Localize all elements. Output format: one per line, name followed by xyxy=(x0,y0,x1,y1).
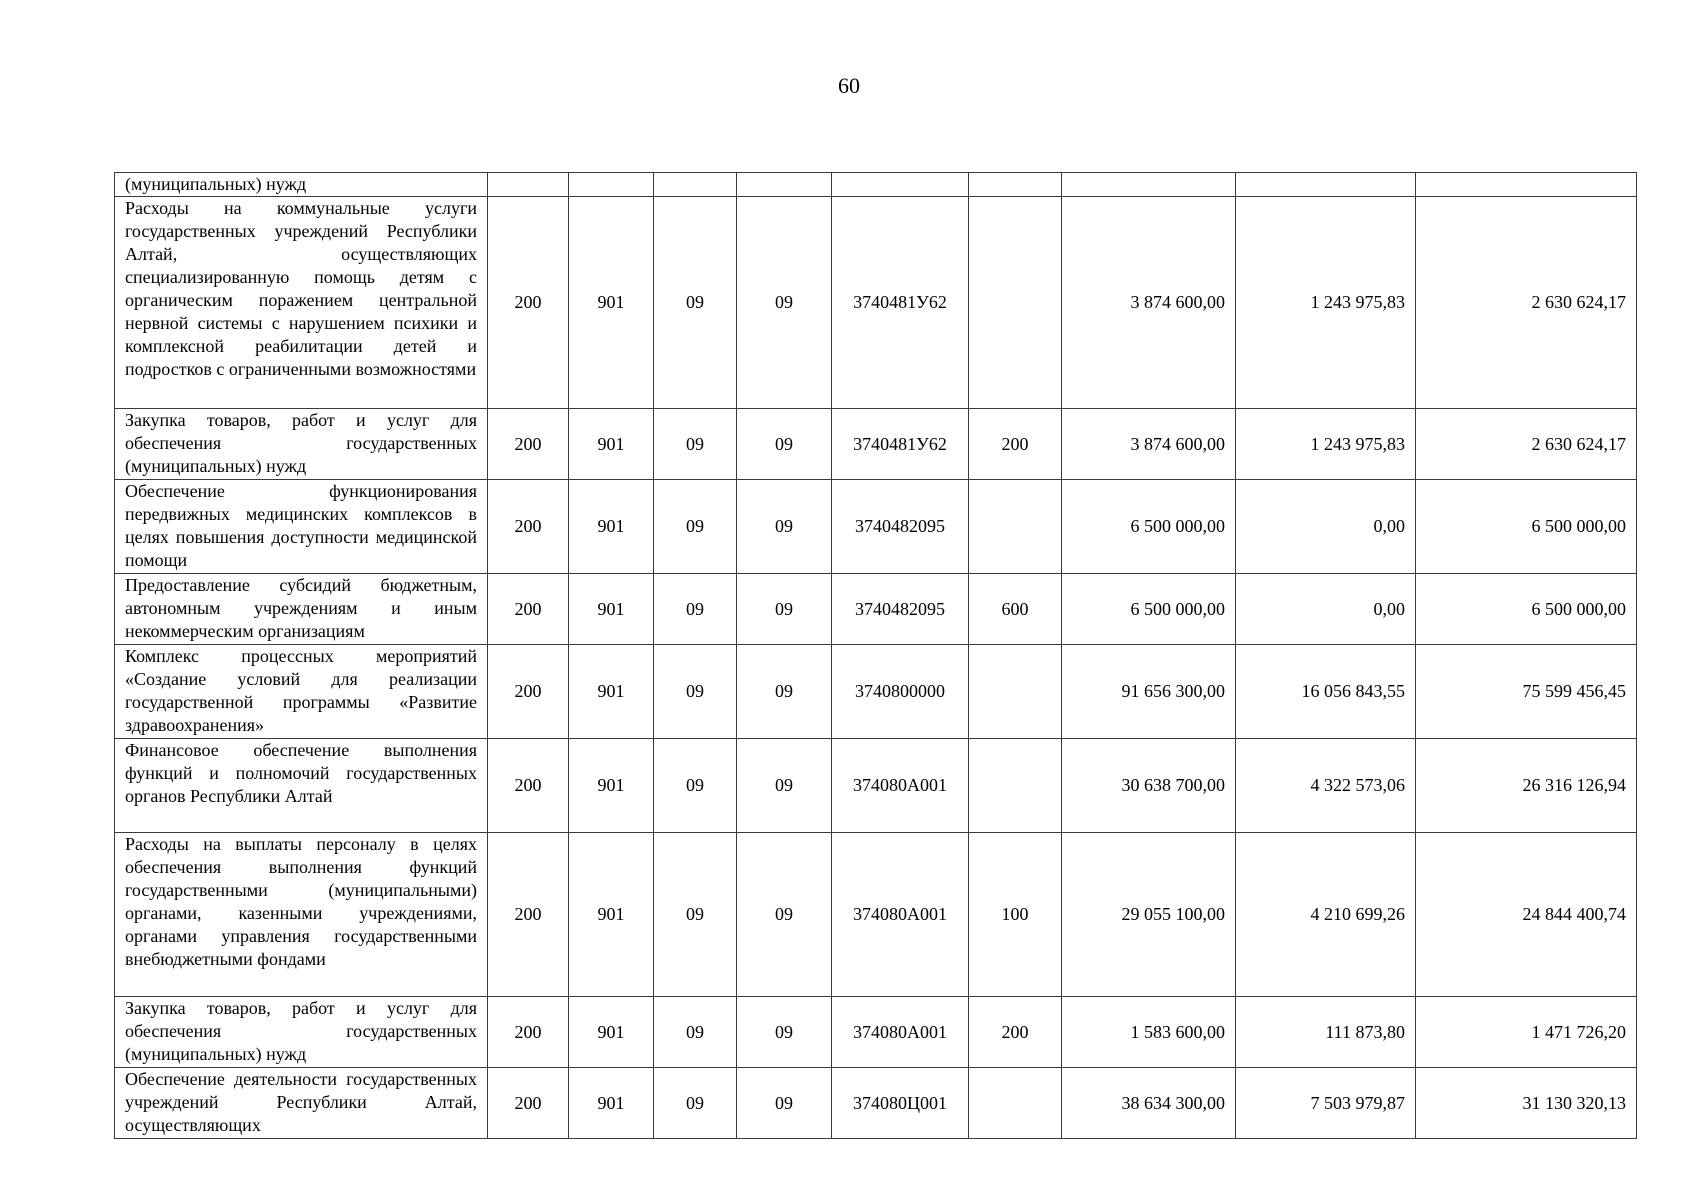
cell-amount-planned: 30 638 700,00 xyxy=(1062,739,1236,833)
cell-target-code xyxy=(832,173,969,197)
cell-expense-type xyxy=(969,1068,1062,1139)
cell-section: 09 xyxy=(654,409,737,480)
cell-amount-planned: 38 634 300,00 xyxy=(1062,1068,1236,1139)
cell-target-code: 3740481У62 xyxy=(832,197,969,409)
cell-admin: 200 xyxy=(488,645,569,739)
cell-amount-remaining: 75 599 456,45 xyxy=(1416,645,1637,739)
cell-amount-remaining: 31 130 320,13 xyxy=(1416,1068,1637,1139)
cell-ministry: 901 xyxy=(569,645,654,739)
cell-expense-type: 100 xyxy=(969,833,1062,997)
budget-table xyxy=(114,172,1637,1139)
cell-amount-planned xyxy=(1062,173,1236,197)
cell-admin: 200 xyxy=(488,739,569,833)
cell-amount-remaining: 6 500 000,00 xyxy=(1416,574,1637,645)
cell-subsection xyxy=(737,173,832,197)
table-row xyxy=(115,197,1637,409)
row-description: Закупка товаров, работ и услуг для обеспечения государственных (муниципальных) нужд xyxy=(115,409,488,480)
page-number: 60 xyxy=(838,73,860,98)
cell-admin: 200 xyxy=(488,197,569,409)
table-row xyxy=(115,997,1637,1068)
cell-target-code: 374080Ц001 xyxy=(832,1068,969,1139)
cell-expense-type xyxy=(969,197,1062,409)
cell-expense-type xyxy=(969,480,1062,574)
cell-section: 09 xyxy=(654,739,737,833)
cell-expense-type: 200 xyxy=(969,997,1062,1068)
cell-ministry: 901 xyxy=(569,409,654,480)
row-description: Комплекс процессных мероприятий «Создание условий для реализации государственной программы «Развитие здравоохранения» xyxy=(115,645,488,739)
cell-section: 09 xyxy=(654,833,737,997)
cell-target-code: 3740481У62 xyxy=(832,409,969,480)
cell-amount-planned: 29 055 100,00 xyxy=(1062,833,1236,997)
cell-expense-type xyxy=(969,739,1062,833)
cell-amount-executed: 0,00 xyxy=(1236,574,1416,645)
cell-subsection: 09 xyxy=(737,833,832,997)
row-description: Расходы на коммунальные услуги государственных учреждений Республики Алтай, осуществляющих специализированную помощь детям с органическим поражением центральной нервной системы с нарушением психики и комплексной реабилитации детей и подростков с ограниченными возможностями xyxy=(115,197,488,409)
row-description: Обеспечение функционирования передвижных медицинских комплексов в целях повышения доступности медицинской помощи xyxy=(115,480,488,574)
table-row xyxy=(115,739,1637,833)
cell-target-code: 374080А001 xyxy=(832,997,969,1068)
cell-amount-planned: 91 656 300,00 xyxy=(1062,645,1236,739)
cell-ministry xyxy=(569,173,654,197)
cell-subsection: 09 xyxy=(737,409,832,480)
cell-admin: 200 xyxy=(488,1068,569,1139)
cell-subsection: 09 xyxy=(737,574,832,645)
cell-amount-remaining xyxy=(1416,173,1637,197)
row-description: (муниципальных) нужд xyxy=(115,173,488,197)
cell-ministry: 901 xyxy=(569,739,654,833)
cell-subsection: 09 xyxy=(737,645,832,739)
cell-amount-executed: 111 873,80 xyxy=(1236,997,1416,1068)
cell-amount-executed: 4 210 699,26 xyxy=(1236,833,1416,997)
cell-amount-executed: 0,00 xyxy=(1236,480,1416,574)
cell-subsection: 09 xyxy=(737,739,832,833)
cell-admin: 200 xyxy=(488,833,569,997)
cell-amount-planned: 1 583 600,00 xyxy=(1062,997,1236,1068)
cell-subsection: 09 xyxy=(737,480,832,574)
cell-ministry: 901 xyxy=(569,574,654,645)
table-row xyxy=(115,173,1637,197)
table-row xyxy=(115,645,1637,739)
cell-expense-type: 600 xyxy=(969,574,1062,645)
table-row xyxy=(115,1068,1637,1139)
cell-subsection: 09 xyxy=(737,997,832,1068)
cell-amount-executed: 4 322 573,06 xyxy=(1236,739,1416,833)
row-description: Финансовое обеспечение выполнения функций и полномочий государственных органов Республики Алтай xyxy=(115,739,488,833)
cell-target-code: 374080А001 xyxy=(832,833,969,997)
table-row xyxy=(115,480,1637,574)
cell-target-code: 374080А001 xyxy=(832,739,969,833)
cell-amount-planned: 6 500 000,00 xyxy=(1062,480,1236,574)
table-row xyxy=(115,833,1637,997)
table-row xyxy=(115,409,1637,480)
cell-admin: 200 xyxy=(488,997,569,1068)
row-description: Закупка товаров, работ и услуг для обеспечения государственных (муниципальных) нужд xyxy=(115,997,488,1068)
cell-target-code: 3740800000 xyxy=(832,645,969,739)
cell-expense-type xyxy=(969,645,1062,739)
cell-section: 09 xyxy=(654,997,737,1068)
cell-amount-remaining: 2 630 624,17 xyxy=(1416,197,1637,409)
cell-section: 09 xyxy=(654,574,737,645)
cell-ministry: 901 xyxy=(569,997,654,1068)
cell-amount-remaining: 6 500 000,00 xyxy=(1416,480,1637,574)
cell-admin: 200 xyxy=(488,574,569,645)
cell-section: 09 xyxy=(654,197,737,409)
cell-amount-executed: 16 056 843,55 xyxy=(1236,645,1416,739)
cell-ministry: 901 xyxy=(569,833,654,997)
cell-ministry: 901 xyxy=(569,197,654,409)
cell-amount-planned: 3 874 600,00 xyxy=(1062,197,1236,409)
cell-amount-planned: 3 874 600,00 xyxy=(1062,409,1236,480)
cell-section: 09 xyxy=(654,645,737,739)
cell-ministry: 901 xyxy=(569,480,654,574)
cell-subsection: 09 xyxy=(737,197,832,409)
cell-amount-planned: 6 500 000,00 xyxy=(1062,574,1236,645)
cell-amount-remaining: 26 316 126,94 xyxy=(1416,739,1637,833)
cell-amount-remaining: 1 471 726,20 xyxy=(1416,997,1637,1068)
row-description: Обеспечение деятельности государственных учреждений Республики Алтай, осуществляющих xyxy=(115,1068,488,1139)
cell-ministry: 901 xyxy=(569,1068,654,1139)
cell-amount-remaining: 2 630 624,17 xyxy=(1416,409,1637,480)
cell-amount-executed: 7 503 979,87 xyxy=(1236,1068,1416,1139)
row-description: Предоставление субсидий бюджетным, автономным учреждениям и иным некоммерческим организациям xyxy=(115,574,488,645)
cell-admin xyxy=(488,173,569,197)
table-row xyxy=(115,574,1637,645)
cell-target-code: 3740482095 xyxy=(832,480,969,574)
cell-amount-executed xyxy=(1236,173,1416,197)
cell-section xyxy=(654,173,737,197)
cell-section: 09 xyxy=(654,480,737,574)
cell-amount-executed: 1 243 975,83 xyxy=(1236,409,1416,480)
cell-amount-executed: 1 243 975,83 xyxy=(1236,197,1416,409)
cell-section: 09 xyxy=(654,1068,737,1139)
cell-subsection: 09 xyxy=(737,1068,832,1139)
cell-admin: 200 xyxy=(488,480,569,574)
cell-amount-remaining: 24 844 400,74 xyxy=(1416,833,1637,997)
cell-target-code: 3740482095 xyxy=(832,574,969,645)
row-description: Расходы на выплаты персоналу в целях обеспечения выполнения функций государственными (муниципальными) органами, казенными учреждениями, органами управления государственными внебюджетными фондами xyxy=(115,833,488,997)
cell-expense-type: 200 xyxy=(969,409,1062,480)
cell-admin: 200 xyxy=(488,409,569,480)
cell-expense-type xyxy=(969,173,1062,197)
